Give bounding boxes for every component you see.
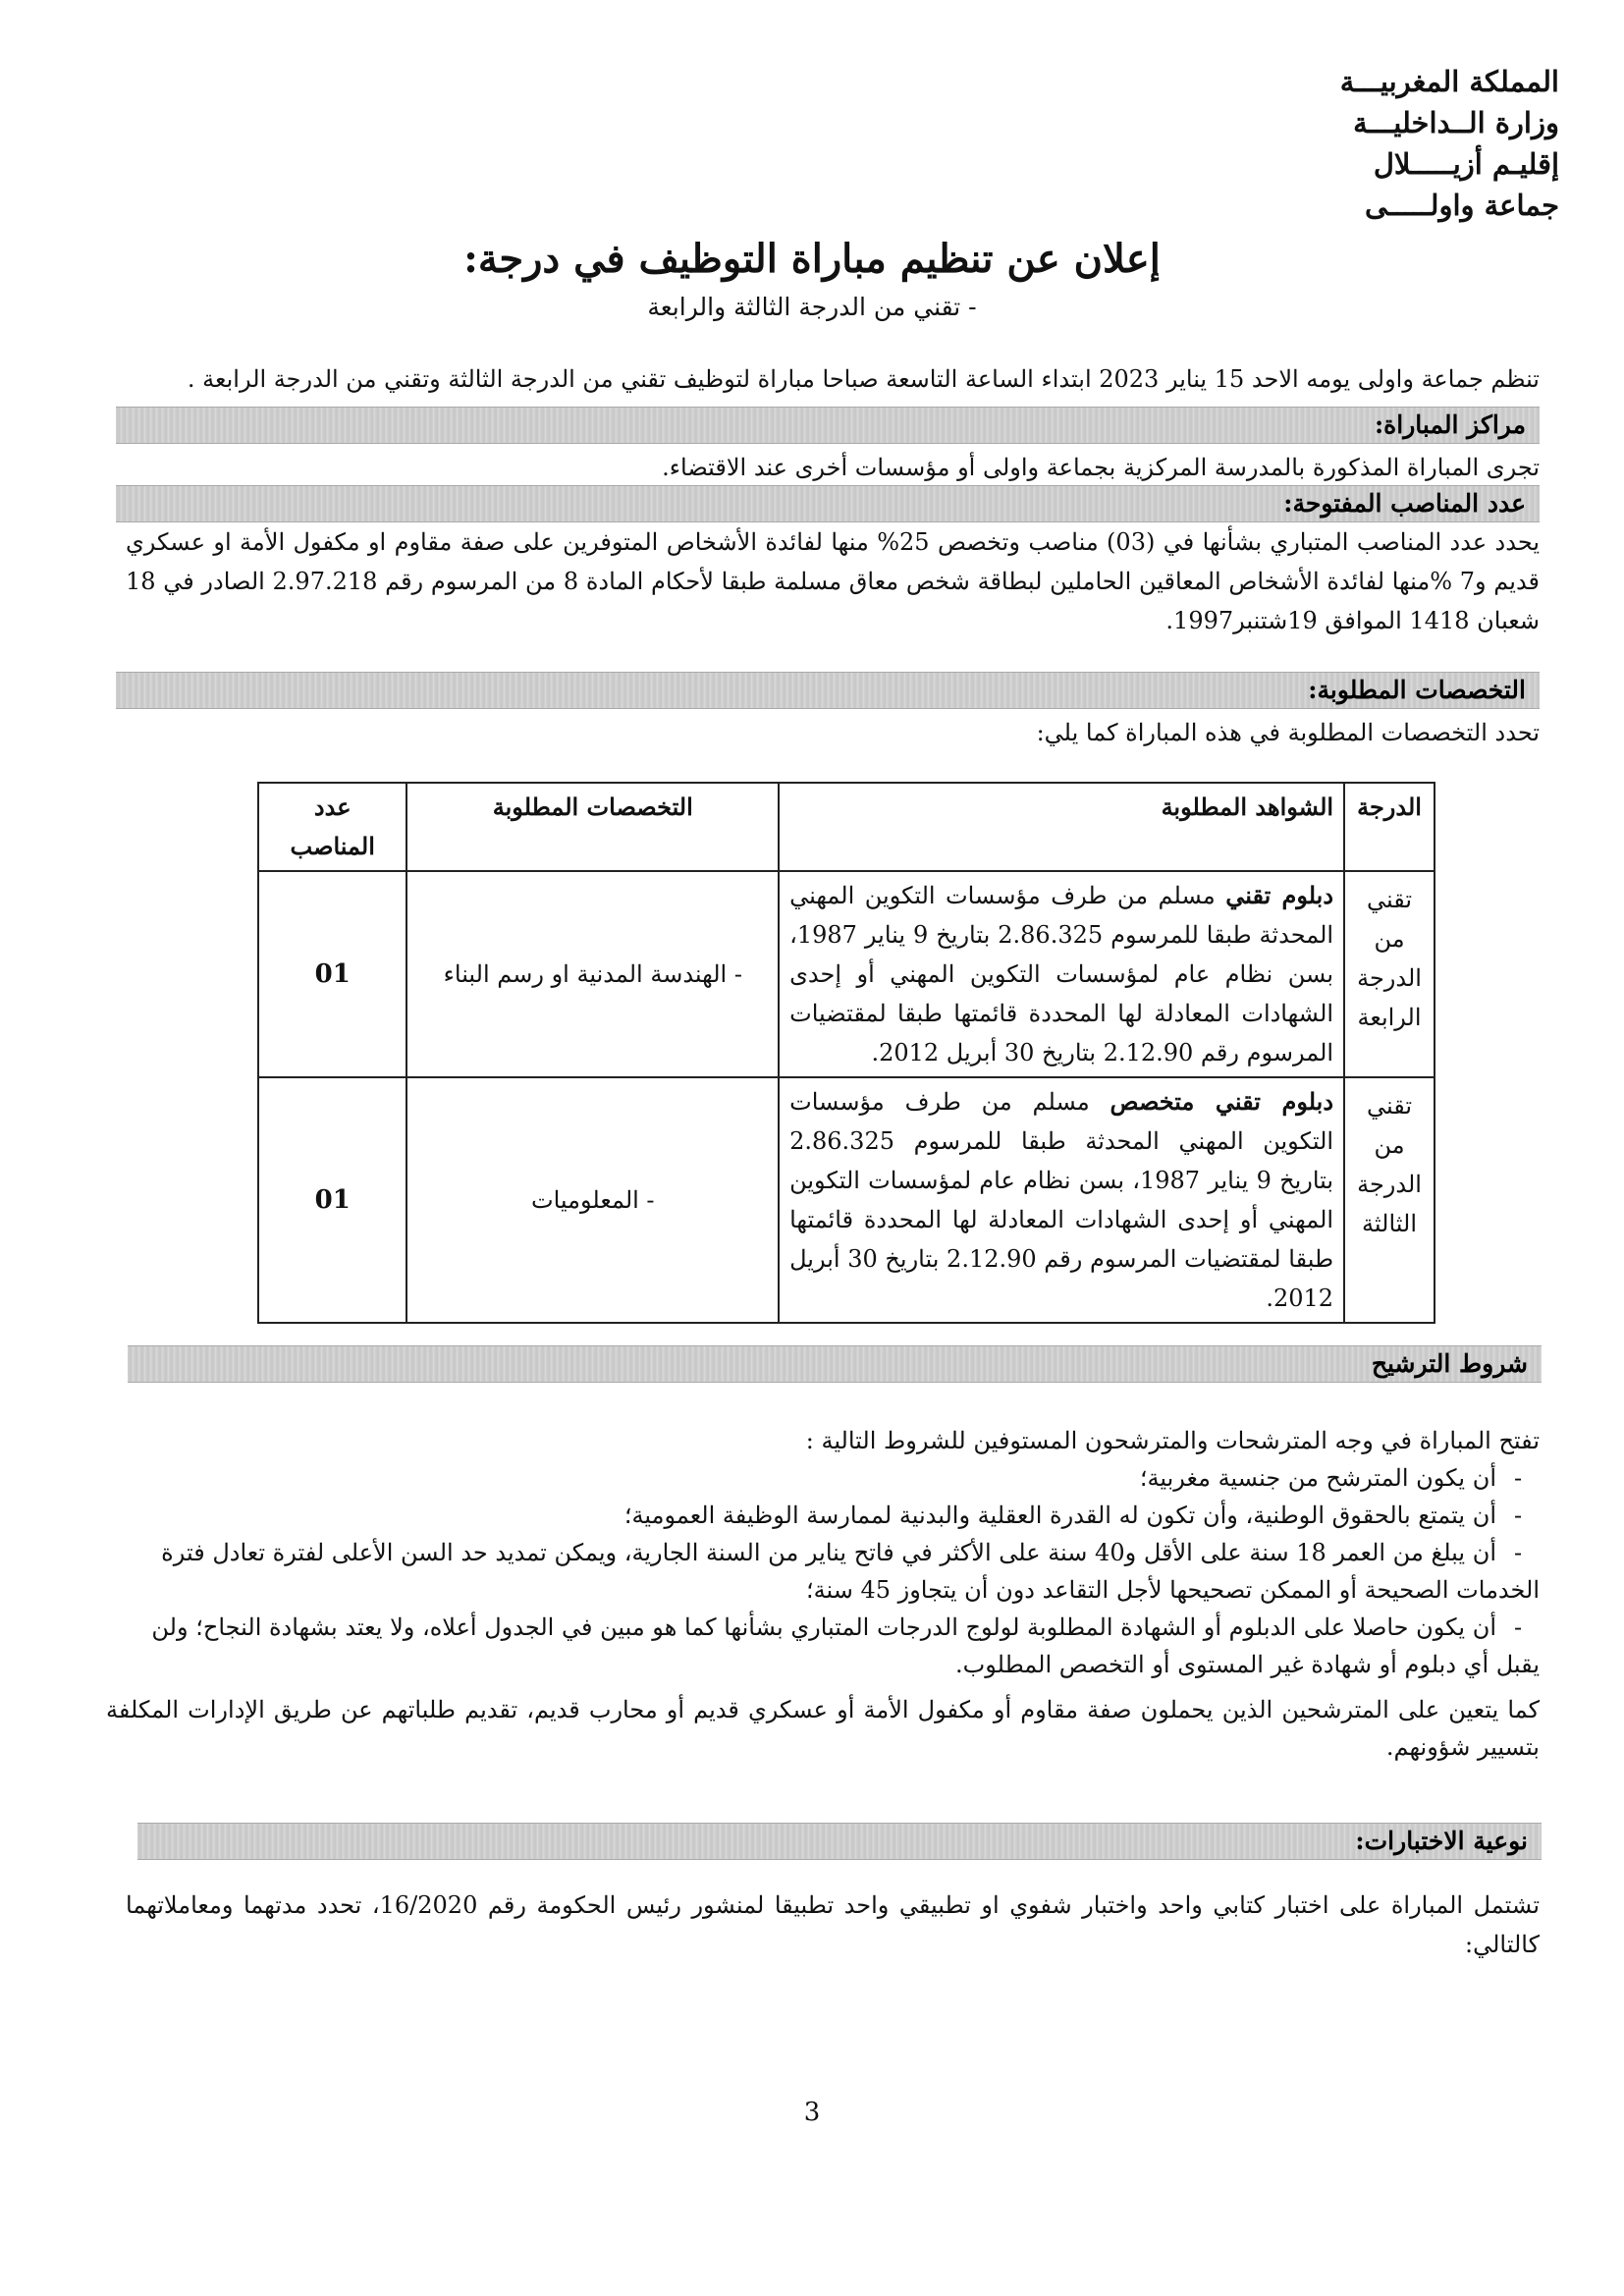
- header-grade: الدرجة: [1344, 783, 1435, 871]
- section-heading-centers: مراكز المباراة:: [1374, 410, 1526, 439]
- cell-certificate-title: دبلوم تقني متخصص: [1110, 1087, 1334, 1116]
- section-heading-tests: نوعية الاختبارات:: [1355, 1827, 1528, 1855]
- cell-count: 01: [258, 871, 406, 1077]
- centers-text: تجرى المباراة المذكورة بالمدرسة المركزية بجماعة واولى أو مؤسسات أخرى عند الاقتضاء.: [662, 454, 1540, 481]
- section-bar-centers: [116, 407, 1540, 444]
- conditions-list: [106, 1459, 1540, 1683]
- letterhead-kingdom: المملكة المغربيـــة: [1339, 65, 1559, 98]
- cell-count: 01: [258, 1077, 406, 1323]
- letterhead-province: إقليـم أزيـــــلال: [1373, 147, 1559, 181]
- intro-paragraph: تنظم جماعة واولى يومه الاحد 15 يناير 2023 ابتداء الساعة التاسعة صباحا مباراة لتوظيف تقني من الدرجة الثالثة وتقني من الدرجة الرابعة .: [187, 365, 1540, 393]
- cell-specialty: - الهندسة المدنية او رسم البناء: [406, 871, 779, 1077]
- list-item: -أن يتمتع بالحقوق الوطنية، وأن تكون له القدرة العقلية والبدنية لممارسة الوظيفة العمومية؛: [623, 1502, 1523, 1529]
- header-specialties: التخصصات المطلوبة: [406, 783, 779, 871]
- section-heading-positions: عدد المناصب المفتوحة:: [1283, 489, 1526, 518]
- list-item: -أن يكون المترشح من جنسية مغربية؛: [1139, 1464, 1523, 1492]
- header-count: عدد المناصب: [258, 783, 406, 871]
- table-header-row: [258, 783, 1435, 871]
- table-row: [258, 871, 1435, 1077]
- header-certificates: الشواهد المطلوبة: [779, 783, 1344, 871]
- specialties-table: [257, 782, 1435, 1324]
- section-heading-conditions: شروط الترشيح: [1371, 1349, 1528, 1378]
- letterhead-commune: جماعة واولـــــى: [1364, 189, 1559, 222]
- conditions-note: كما يتعين على المترشحين الذين يحملون صفة مقاوم أو مكفول الأمة أو عسكري قديم أو محارب قديم، تقديم طلباتهم عن طريق الإدارات المكلفة بتسيير شؤونهم.: [106, 1696, 1540, 1761]
- cell-certificate-text: مسلم من طرف مؤسسات التكوين المهني المحدثة طبقا للمرسوم 2.86.325 بتاريخ 9 يناير 1987، بسن نظام عام لمؤسسات التكوين المهني أو إحدى الشهادات المعادلة لها المحددة قائمتها طبقا لمقتضيات المرسوم رقم 2.12.90 بتاريخ 30 أبريل 2012.: [789, 882, 1334, 1066]
- letterhead: [1108, 61, 1559, 226]
- specialties-text: تحدد التخصصات المطلوبة في هذه المباراة كما يلي:: [1036, 719, 1540, 746]
- cell-certificate: [779, 1077, 1344, 1323]
- cell-specialty: - المعلوميات: [406, 1077, 779, 1323]
- positions-text: يحدد عدد المناصب المتباري بشأنها في (03) مناصب وتخصص 25% منها لفائدة الأشخاص المتوفرين على صفة مقاوم او مكفول الأمة او عسكري قديم و7 %منها لفائدة الأشخاص المعاقين الحاملين لبطاقة شخص معاق مسلمة طبقا لأحكام المادة 8 من المرسوم رقم 2.97.218 الصادر في 18 شعبان 1418 الموافق 19شتنبر1997.: [126, 528, 1541, 634]
- cell-certificate-title: دبلوم تقني: [1225, 881, 1334, 909]
- section-bar-conditions: [128, 1345, 1542, 1383]
- section-bar-positions: [116, 485, 1540, 522]
- conditions-intro: تفتح المباراة في وجه المترشحات والمترشحون المستوفين للشروط التالية :: [805, 1427, 1540, 1454]
- cell-certificate-text: مسلم من طرف مؤسسات التكوين المهني المحدثة طبقا للمرسوم 2.86.325 بتاريخ 9 يناير 1987، بسن نظام عام لمؤسسات التكوين المهني أو إحدى الشهادات المعادلة لها المحددة قائمتها طبقا لمقتضيات المرسوم رقم 2.12.90 بتاريخ 30 أبريل 2012.: [789, 1088, 1334, 1312]
- list-item: -أن يكون حاصلا على الدبلوم أو الشهادة المطلوبة لولوج الدرجات المتباري بشأنها كما هو مبين في الجدول أعلاه، ولا يعتد بشهادة النجاح؛ ولن يقبل أي دبلوم أو شهادة غير المستوى أو التخصص المطلوب.: [151, 1613, 1540, 1678]
- section-heading-specialties: التخصصات المطلوبة:: [1308, 676, 1526, 704]
- section-bar-specialties: [116, 672, 1540, 709]
- tests-text: تشتمل المباراة على اختبار كتابي واحد واختبار شفوي او تطبيقي واحد تطبيقا لمنشور رئيس الحكومة رقم 16/2020، تحدد مدتهما ومعاملاتهما كالتالي:: [126, 1891, 1541, 1958]
- table-row: [258, 1077, 1435, 1323]
- cell-grade: تقني من الدرجة الرابعة: [1344, 871, 1435, 1077]
- document-subtitle: - تقني من الدرجة الثالثة والرابعة: [647, 293, 977, 321]
- list-item: -أن يبلغ من العمر 18 سنة على الأقل و40 سنة على الأكثر في فاتح يناير من السنة الجارية، ويمكن تمديد حد السن الأعلى لفترة تعادل فترة الخدمات الصحيحة أو الممكن تصحيحها لأجل التقاعد دون أن يتجاوز 45 سنة؛: [161, 1539, 1540, 1604]
- cell-grade: تقني من الدرجة الثالثة: [1344, 1077, 1435, 1323]
- letterhead-ministry: وزارة الــداخليـــة: [1353, 106, 1559, 139]
- section-bar-tests: [137, 1823, 1542, 1860]
- cell-certificate: [779, 871, 1344, 1077]
- document-title: إعلان عن تنظيم مباراة التوظيف في درجة:: [463, 236, 1161, 282]
- page-number: 3: [803, 2098, 821, 2127]
